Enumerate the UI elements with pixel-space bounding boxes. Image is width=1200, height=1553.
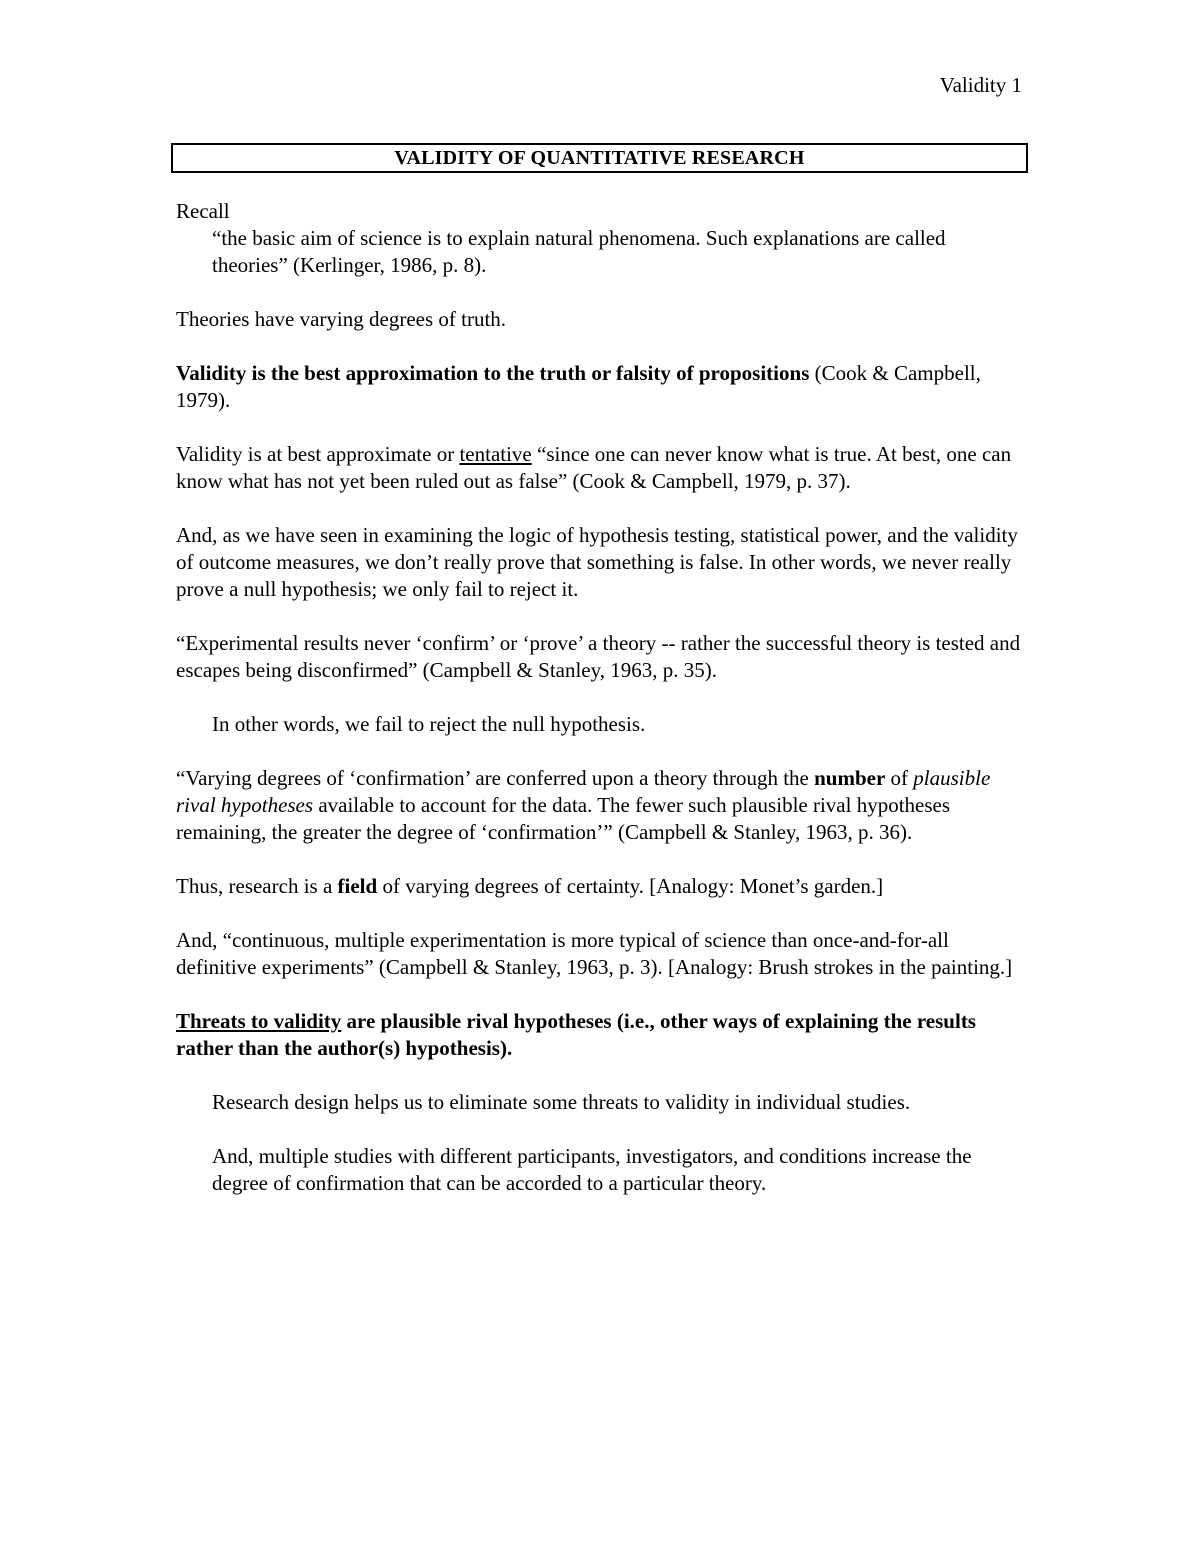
paragraph-tentative [176, 441, 1026, 495]
paragraph-fail-to-reject: In other words, we fail to reject the null hypothesis. [212, 712, 646, 736]
tentative-after: “since one can never know what is true. At best, one can know what has not yet been ruled out as false” (Cook & Campbell, 1979, p. 37). [176, 442, 1012, 493]
recall-quote: “the basic aim of science is to explain natural phenomena. Such explanations are called theories” (Kerlinger, 1986, p. 8). [212, 226, 946, 277]
field-bold: field [337, 874, 378, 898]
paragraph-theories: Theories have varying degrees of truth. [176, 307, 507, 331]
varying-part3: available to account for the data. The fewer such plausible rival hypotheses remaining, the greater the degree of ‘confirmation’” (Campbell & Stanley, 1963, p. 36). [176, 793, 951, 844]
tentative-underlined: tentative [459, 442, 532, 466]
paragraph-varying-degrees [176, 765, 1026, 846]
threats-underlined: Threats to validity [176, 1009, 342, 1033]
validity-definition-citation: (Cook & Campbell, 1979). [176, 361, 981, 412]
paragraph-continuous: And, “continuous, multiple experimentation is more typical of science than once-and-for-all definitive experiments” (Campbell & Stanley, 1963, p. 3). [Analogy: Brush strokes in the painting.] [176, 928, 1013, 979]
paragraph-threats [176, 1008, 1026, 1062]
paragraph-research-design: Research design helps us to eliminate some threats to validity in individual studies. [212, 1090, 911, 1114]
paragraph-multiple-studies: And, multiple studies with different participants, investigators, and conditions increase the degree of confirmation that can be accorded to a particular theory. [212, 1144, 972, 1195]
field-before: Thus, research is a [176, 874, 338, 898]
paragraph-hypothesis-testing: And, as we have seen in examining the logic of hypothesis testing, statistical power, and the validity of outcome measures, we don’t really prove that something is false. In other words, we never really prove a null hypothesis; we only fail to reject it. [176, 523, 1018, 601]
varying-italic: plausible rival hypotheses [176, 766, 991, 817]
paragraph-validity-definition [176, 360, 1026, 414]
recall-label: Recall [176, 199, 230, 223]
varying-part1: “Varying degrees of ‘confirmation’ are conferred upon a theory through the [176, 766, 815, 790]
document-body [176, 198, 1026, 1224]
page-header-label: Validity 1 [939, 73, 1022, 97]
validity-definition-bold: Validity is the best approximation to the truth or falsity of propositions [176, 361, 810, 385]
varying-part2: of [885, 766, 914, 790]
paragraph-field [176, 873, 1026, 900]
tentative-before: Validity is at best approximate or [176, 442, 460, 466]
document-title: VALIDITY OF QUANTITATIVE RESEARCH [171, 143, 1028, 173]
varying-bold-number: number [814, 766, 886, 790]
field-after: of varying degrees of certainty. [Analogy: Monet’s garden.] [377, 874, 884, 898]
paragraph-experimental-results: “Experimental results never ‘confirm’ or ‘prove’ a theory -- rather the successful theory is tested and escapes being disconfirmed” (Campbell & Stanley, 1963, p. 35). [176, 631, 1021, 682]
threats-rest: are plausible rival hypotheses (i.e., other ways of explaining the results rather than the author(s) hypothesis). [176, 1009, 976, 1060]
